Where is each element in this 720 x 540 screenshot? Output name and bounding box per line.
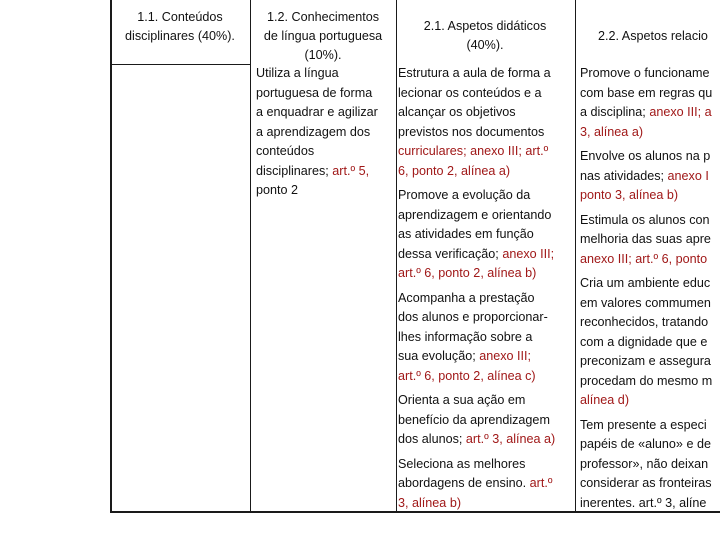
legal-reference: anexo III; art.º xyxy=(470,144,549,158)
column-divider xyxy=(250,0,251,511)
header-conteudos-disciplinares: 1.1. Conteúdos disciplinares (40%). xyxy=(125,10,235,43)
legal-reference: 3, alínea b) xyxy=(398,495,462,510)
column-divider xyxy=(396,0,397,511)
legal-reference: anexo III; art.º 6, ponto xyxy=(580,251,708,266)
legal-reference: anexo I xyxy=(667,168,709,183)
criterion-block: Seleciona as melhores abordagens de ensino. art.º 3, alínea b) xyxy=(398,455,555,514)
criterion-block: Estrutura a aula de forma a lecionar os conteúdos e a alcançar os objetivos previstos nos documentos curriculares; anexo III; art.º 6, ponto 2, alínea a) xyxy=(398,64,555,181)
header-aspetos-relacionais: 2.2. Aspetos relacio xyxy=(598,29,708,43)
criterion-block: Promove a evolução da aprendizagem e orientando as atividades em função dessa verificação; anexo III; art.º 6, ponto 2, alínea b) xyxy=(398,186,555,284)
criterion-block: Promove o funcioname com base em regras qu a disciplina; anexo III; a 3, alínea a) xyxy=(580,64,720,142)
criterion-lingua-portuguesa: Utiliza a língua portuguesa de forma a enquadrar e agilizar a aprendizagem dos conteúdos disciplinares; art.º 5, ponto 2 xyxy=(256,66,378,197)
legal-reference: 3, alínea a) xyxy=(580,124,644,139)
legal-reference: anexo III; xyxy=(479,349,532,363)
legal-reference: anexo III; xyxy=(502,246,555,261)
column-divider xyxy=(575,0,576,511)
column-aspetos-didaticos xyxy=(398,64,555,513)
legal-reference: art.º xyxy=(529,476,553,490)
legal-reference: art.º 6, ponto 2, alínea b) xyxy=(398,266,537,280)
criterion-block: Envolve os alunos na p nas atividades; anexo I ponto 3, alínea b) xyxy=(580,147,720,206)
legal-reference: art.º 3, alínea a) xyxy=(465,432,556,446)
legal-reference: anexo III; a xyxy=(649,105,712,119)
legal-reference: art.º 6, ponto 2, alínea c) xyxy=(398,368,536,383)
header-lingua-portuguesa: 1.2. Conhecimentos de língua portuguesa (10%). xyxy=(263,10,383,62)
legal-reference: art.º 5, xyxy=(332,163,370,178)
column-aspetos-relacionais xyxy=(580,64,720,513)
legal-reference: ponto 3, alínea b) xyxy=(580,188,679,202)
header-aspetos-didaticos: 2.1. Aspetos didáticos (40%). xyxy=(423,19,547,52)
legal-reference: 6, ponto 2, alínea a) xyxy=(398,163,511,178)
legal-reference: alínea d) xyxy=(580,393,630,407)
criterion-block: Orienta a sua ação em benefício da aprendizagem dos alunos; art.º 3, alínea a) xyxy=(398,393,556,446)
criterion-block: Acompanha a prestação dos alunos e proporcionar- lhes informação sobre a sua evolução; anexo III; art.º 6, ponto 2, alínea c) xyxy=(398,289,555,387)
criterion-block: Tem presente a especi papéis de «aluno» e de professor», não deixan considerar as fronteiras inerentes. art.º 3, alíne xyxy=(580,417,712,510)
row-divider xyxy=(112,64,250,65)
criterion-block: Estimula os alunos con melhoria das suas apre anexo III; art.º 6, ponto xyxy=(580,211,720,270)
criterion-block: Cria um ambiente educ em valores commumen reconhecidos, tratando com a dignidade que e preconizam e assegura procedam do mesmo m alínea d) xyxy=(580,274,720,411)
